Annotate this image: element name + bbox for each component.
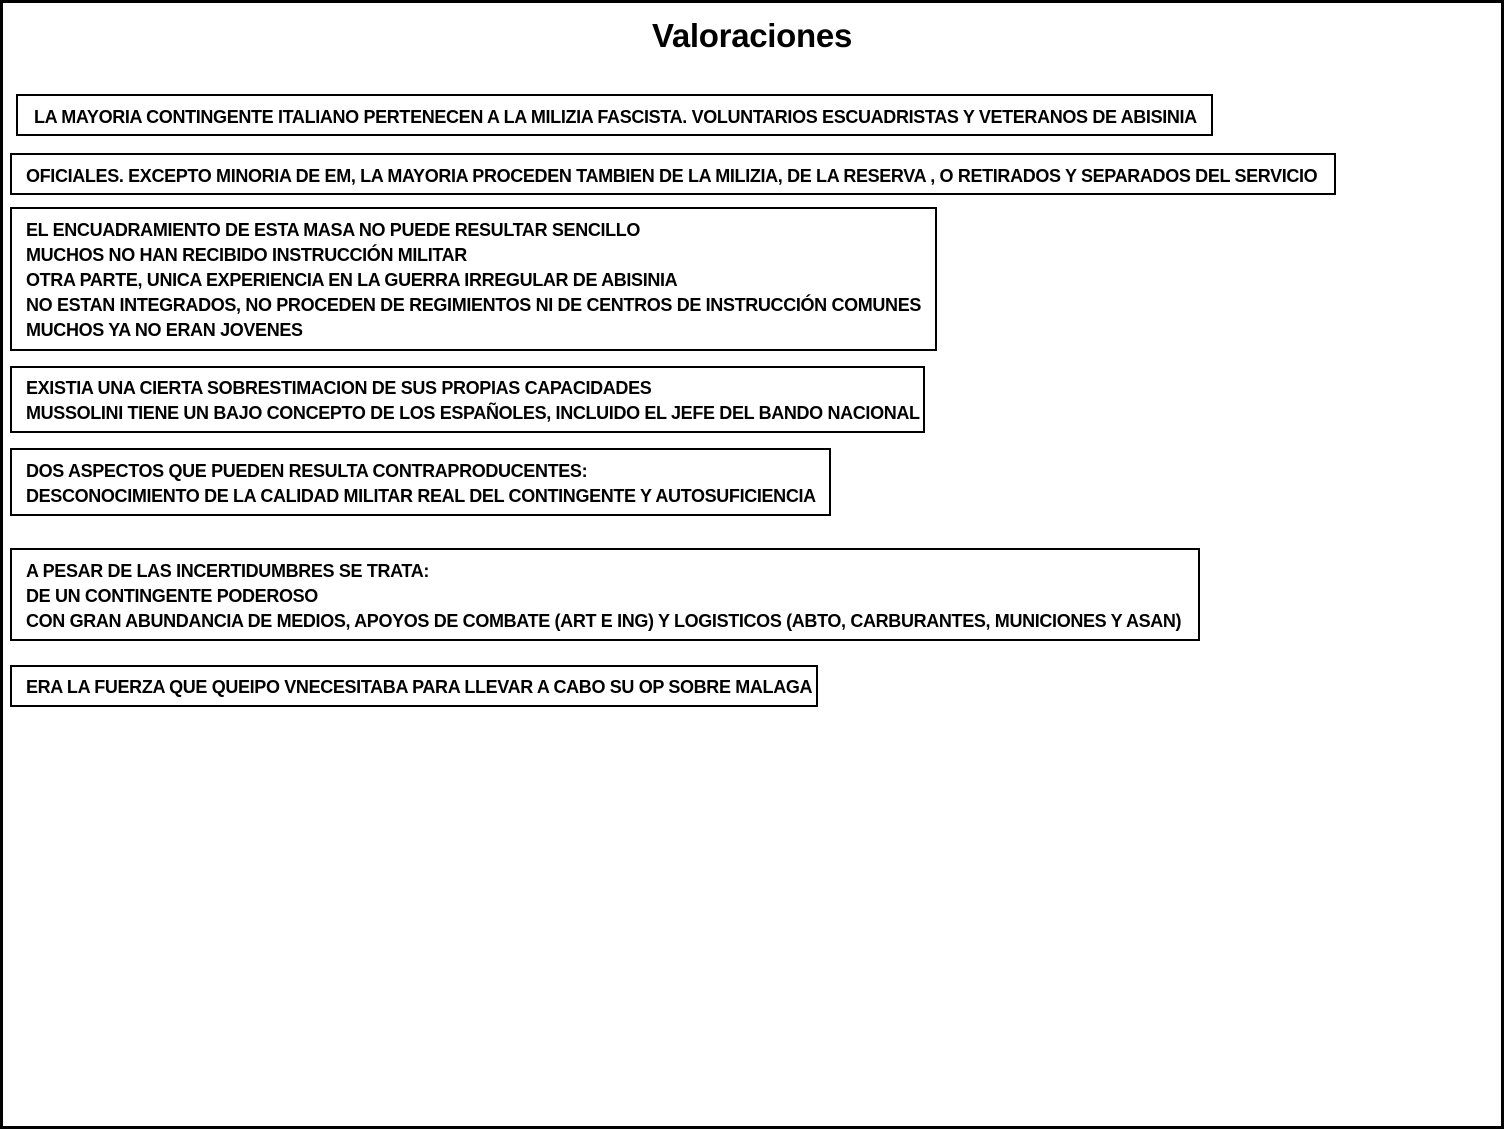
- text-box-oficiales: [10, 153, 1336, 195]
- text-box-queipo: [10, 665, 818, 707]
- text-line: ERA LA FUERZA QUE QUEIPO VNECESITABA PARA LLEVAR A CABO SU OP SOBRE MALAGA: [26, 677, 813, 697]
- text-line: CON GRAN ABUNDANCIA DE MEDIOS, APOYOS DE COMBATE (ART E ING) Y LOGISTICOS (ABTO, CARBURANTES, MUNICIONES Y ASAN): [26, 611, 1182, 631]
- text-line: MUCHOS YA NO ERAN JOVENES: [26, 320, 303, 340]
- slide-title: Valoraciones: [651, 17, 852, 54]
- text-line: OFICIALES. EXCEPTO MINORIA DE EM, LA MAYORIA PROCEDEN TAMBIEN DE LA MILIZIA, DE LA RESERVA , O RETIRADOS Y SEPARADOS DEL SERVICIO: [26, 166, 1318, 186]
- text-line: A PESAR DE LAS INCERTIDUMBRES SE TRATA:: [26, 561, 430, 581]
- text-line: DE UN CONTINGENTE PODEROSO: [26, 586, 318, 606]
- text-line: DESCONOCIMIENTO DE LA CALIDAD MILITAR REAL DEL CONTINGENTE Y AUTOSUFICIENCIA: [26, 486, 816, 506]
- text-box-encuadramiento: [10, 207, 937, 351]
- text-line: NO ESTAN INTEGRADOS, NO PROCEDEN DE REGIMIENTOS NI DE CENTROS DE INSTRUCCIÓN COMUNES: [26, 295, 922, 315]
- text-box-sobrestimacion: [10, 366, 925, 433]
- text-line: MUCHOS NO HAN RECIBIDO INSTRUCCIÓN MILITAR: [26, 245, 467, 265]
- text-line: LA MAYORIA CONTINGENTE ITALIANO PERTENECEN A LA MILIZIA FASCISTA. VOLUNTARIOS ESCUADRISTAS Y VETERANOS DE ABISINIA: [34, 107, 1197, 127]
- text-line: EL ENCUADRAMIENTO DE ESTA MASA NO PUEDE RESULTAR SENCILLO: [26, 220, 641, 240]
- text-line: MUSSOLINI TIENE UN BAJO CONCEPTO DE LOS ESPAÑOLES, INCLUIDO EL JEFE DEL BANDO NACIONAL: [26, 403, 920, 423]
- text-line: DOS ASPECTOS QUE PUEDEN RESULTA CONTRAPRODUCENTES:: [26, 461, 588, 481]
- text-box-incertidumbres: [10, 548, 1200, 641]
- text-box-aspectos: [10, 448, 831, 516]
- text-line: OTRA PARTE, UNICA EXPERIENCIA EN LA GUERRA IRREGULAR DE ABISINIA: [26, 270, 678, 290]
- text-box-milizia: [16, 94, 1213, 136]
- text-line: EXISTIA UNA CIERTA SOBRESTIMACION DE SUS PROPIAS CAPACIDADES: [26, 378, 652, 398]
